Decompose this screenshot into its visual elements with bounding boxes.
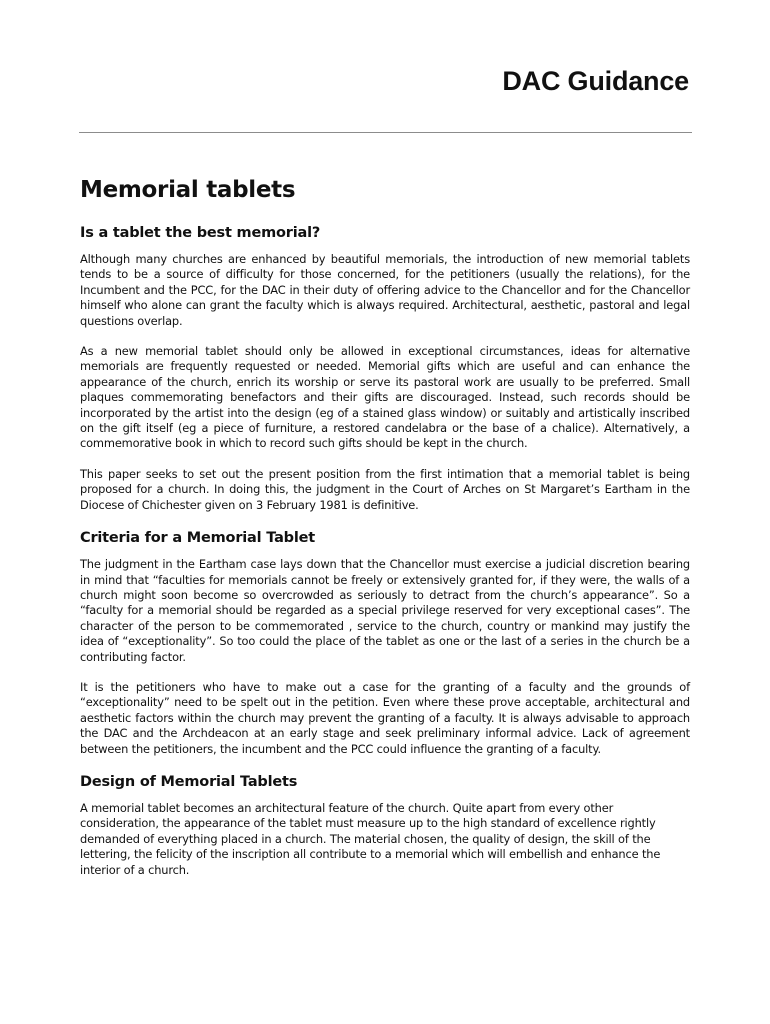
section-best-memorial <box>80 223 690 513</box>
section-heading: Is a tablet the best memorial? <box>80 225 321 241</box>
paragraph: It is the petitioners who have to make out a case for the granting of a faculty and the grounds of “exceptionality” need to be spelt out in the petition. Even where these prove acceptable, architectural and aesthetic factors within the church may prevent the granting of a faculty. It is always advisable to approach the DAC and the Archdeacon at an early stage and seek preliminary informal advice. Lack of agreement between the petitioners, the incumbent and the PCC could influence the granting of a faculty. <box>80 679 690 756</box>
header-title: DAC Guidance <box>502 66 689 96</box>
paragraph: A memorial tablet becomes an architectural feature of the church. Quite apart from every other consideration, the appearance of the tablet must measure up to the high standard of excellence rightly demanded of everything placed in a church. The material chosen, the quality of design, the skill of the lettering, the felicity of the inscription all contribute to a memorial which will embellish and enhance the interior of a church. <box>80 800 661 877</box>
section-design <box>80 772 690 878</box>
section-heading: Design of Memorial Tablets <box>80 773 298 790</box>
paragraph: This paper seeks to set out the present position from the first intimation that a memorial tablet is being proposed for a church. In doing this, the judgment in the Court of Arches on St Margaret’s Eartham in the Diocese of Chichester given on 3 February 1981 is definitive. <box>80 466 690 512</box>
document-title: Memorial tablets <box>80 177 296 203</box>
paragraph: As a new memorial tablet should only be allowed in exceptional circumstances, ideas for alternative memorials are frequently requested or needed. Memorial gifts which are useful and can enhance the appearance of the church, enrich its worship or serve its pastoral work are usually to be preferred. Small plaques commemorating benefactors and their gifts are discouraged. Instead, such records should be incorporated by the artist into the design (eg of a stained glass window) or suitably and artistically inscribed on the gift itself (eg a piece of furniture, a restored candelabra or the base of a chalice). Alternatively, a commemorative book in which to record such gifts should be kept in the church. <box>80 344 690 451</box>
header-divider <box>79 132 692 133</box>
paragraph: Although many churches are enhanced by beautiful memorials, the introduction of new memorial tablets tends to be a source of difficulty for those concerned, for the petitioners (usually the relations), for the Incumbent and the PCC, for the DAC in their duty of offering advice to the Chancellor and for the Chancellor himself who alone can grant the faculty which is always required. Architectural, aesthetic, pastoral and legal questions overlap. <box>80 252 690 328</box>
section-heading: Criteria for a Memorial Tablet <box>80 530 315 547</box>
section-criteria <box>80 528 690 757</box>
paragraph: The judgment in the Eartham case lays down that the Chancellor must exercise a judicial discretion bearing in mind that “faculties for memorials cannot be freely or extensively granted for, if they were, the walls of a church might soon become so overcrowded as seriously to detract from the church’s appearance”. So a “faculty for a memorial should be regarded as a special privilege reserved for very exceptional cases”. The character of the person to be commemorated , service to the church, country or mankind may justify the idea of “exceptionality”. So too could the place of the tablet as one or the last of a series in the church be a contributing factor. <box>80 557 690 664</box>
document-body <box>80 174 690 893</box>
